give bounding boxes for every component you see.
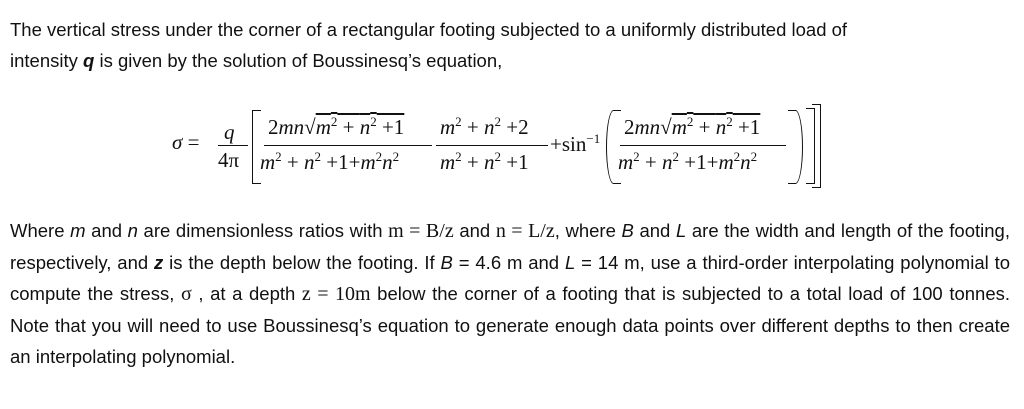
body-text: = 14 m, use a third-order interpolating polynomial to compute the stress, bbox=[10, 252, 1011, 304]
body-paragraph bbox=[10, 215, 1010, 372]
var-sigma: σ bbox=[180, 283, 192, 305]
eq-num1: $2mn√m^2 + n^2 +1$ bbox=[268, 114, 405, 139]
var-L: L bbox=[564, 252, 576, 273]
body-text: , at a depth bbox=[191, 283, 302, 304]
body-text: are the width and length of the footing, respectively, and bbox=[10, 220, 1010, 273]
eq-frac-line-3 bbox=[620, 145, 786, 146]
eq-paren-right bbox=[788, 110, 803, 184]
eq-4pi: 4π bbox=[218, 148, 240, 172]
intro-line-2-post: is given by the solution of Boussinesq’s equation, bbox=[94, 50, 503, 71]
eq-plus-sin: $+\sin^{-1}$ bbox=[550, 131, 601, 156]
intro-line-2-pre: intensity bbox=[10, 50, 84, 71]
eq-num3: $2mn√m^2 + n^2 +1$ bbox=[624, 114, 761, 139]
body-text: below the corner of a footing that is subjected to a total load of 100 tonnes. Note that you will need to use Boussinesq’s equation to generate enough data points over different depths to then create an interpolating polynomial. bbox=[10, 283, 1011, 367]
body-text: = 4.6 m and bbox=[452, 252, 565, 273]
body-text: and bbox=[453, 220, 496, 241]
eq-sigma: σ = bbox=[172, 130, 200, 154]
n-definition: n = L/z bbox=[495, 220, 555, 242]
var-B: B bbox=[621, 220, 634, 241]
body-text: are dimensionless ratios with bbox=[137, 220, 389, 241]
intro-paragraph bbox=[10, 14, 1010, 76]
intro-line-1: The vertical stress under the corner of a rectangular footing subjected to a uniformly distributed load of bbox=[10, 19, 848, 40]
eq-den2: $m^2 + n^2 +1$ bbox=[440, 149, 529, 174]
var-m: m bbox=[70, 220, 86, 241]
eq-den3: $m^2 + n^2 +1+m^2n^2$ bbox=[618, 149, 758, 174]
eq-frac-line-q bbox=[218, 145, 248, 146]
var-z: z bbox=[154, 252, 164, 273]
eq-bracket-right-outer bbox=[812, 104, 821, 188]
var-B: B bbox=[440, 252, 453, 273]
eq-q: q bbox=[224, 120, 235, 144]
m-definition: m = B/z bbox=[388, 220, 454, 242]
body-text: Where bbox=[10, 220, 71, 241]
var-L: L bbox=[675, 220, 687, 241]
body-text: , where bbox=[554, 220, 622, 241]
var-n: n bbox=[127, 220, 138, 241]
body-text: and bbox=[85, 220, 128, 241]
body-text: is the depth below the footing. If bbox=[163, 252, 441, 273]
eq-frac-line-2 bbox=[436, 145, 548, 146]
z-definition: z = 10m bbox=[301, 283, 371, 305]
eq-den1: $m^2 + n^2 +1+m^2n^2$ bbox=[260, 149, 400, 174]
intro-var-q: q bbox=[83, 50, 95, 71]
eq-frac-line-1 bbox=[264, 145, 432, 146]
eq-num2: $m^2 + n^2 +2$ bbox=[440, 114, 529, 139]
body-text: and bbox=[633, 220, 676, 241]
